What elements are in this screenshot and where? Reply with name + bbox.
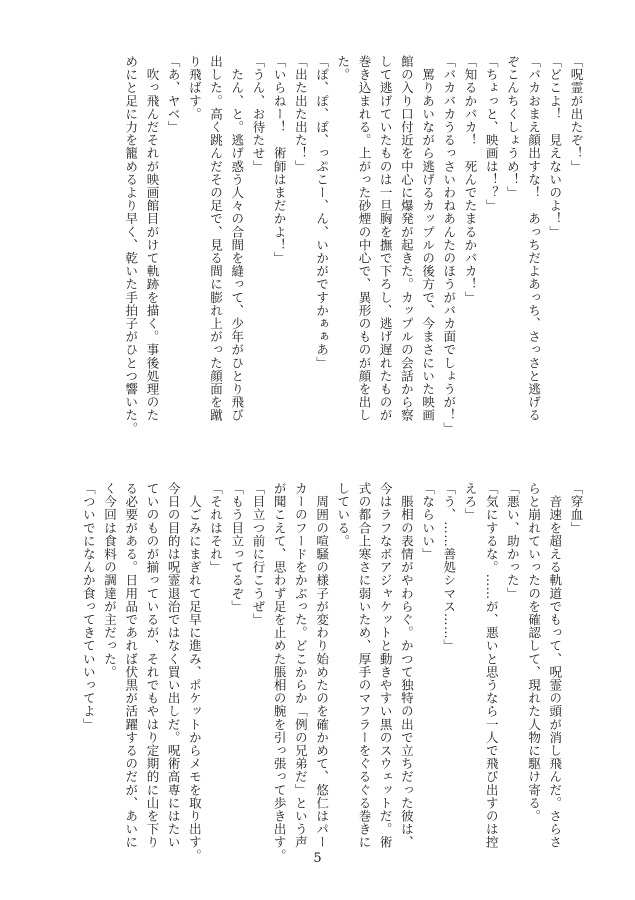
upper-text-line: 「どこよ！ 見えないのよ！」 <box>547 55 563 239</box>
lower-text-line: 「穿血」 <box>569 482 584 535</box>
lower-text-line: えろ」 <box>462 482 478 522</box>
lower-text-line: 「もう目立ってるぞ」 <box>229 482 245 613</box>
lower-text-column-block <box>78 482 587 867</box>
lower-text-line: 人ごみにまぎれて足早に進み、ポケットからメモを取り出す。 <box>187 482 203 862</box>
lower-text-line: 「目立つ前に行こうぜ」 <box>250 482 266 627</box>
lower-text-line: らと崩れていったのを確認して、現れた人物に駆け寄る。 <box>526 482 542 823</box>
upper-text-line: 「ちょっと、映画は！？」 <box>484 55 500 213</box>
upper-text-line: 出した。高く跳んだその足で、見る間に膨れ上がった顔面を蹴 <box>208 55 224 422</box>
upper-text-line: ぞこんちくしょうめ！」 <box>505 55 521 200</box>
upper-text-line: 「呪霊が出たぞ！」 <box>569 55 584 173</box>
lower-text-line: 「それはそれ」 <box>208 482 224 574</box>
upper-text-line: 館の入り口付近を中心に爆発が起きた。カップルの会話から察 <box>399 55 415 422</box>
lower-text-line: 式の都合上寒さに弱いため、厚手のマフラーをぐるぐる巻きに <box>356 482 372 849</box>
upper-text-line: 「バカおまえ顔出すな！ あっちだよあっち、さっさと逃げる <box>526 55 542 422</box>
lower-text-line: 「ならいい」 <box>420 482 436 561</box>
upper-text-line: 「バカバカうるっさいわねあんたのほうがバカ面でしょうが！」 <box>441 55 457 435</box>
upper-text-line: り飛ばす。 <box>187 55 203 121</box>
upper-text-line: 「知るかバカ！ 死んでたまるかバカ！」 <box>462 55 478 304</box>
lower-text-line: く今回は食料の調達が主だった。 <box>102 482 118 679</box>
lower-text-line: が聞こえて、思わず足を止めた脹相の腕を引っ張って歩き出す。 <box>272 482 288 862</box>
upper-text-column-block <box>121 55 587 450</box>
lower-text-line: 周囲の喧騒の様子が変わり始めたのを確かめて、悠仁はパー <box>314 482 330 849</box>
upper-text-line: 巻き込まれる。上がった砂煙の中心で、異形のものが顔を出し <box>356 55 372 422</box>
lower-text-line: 「う、……善処シマス……」 <box>441 482 457 653</box>
lower-text-line: 今はラフなボアジャケットと動きやすい黒のスウェットだ。術 <box>378 482 394 849</box>
upper-text-line: 吹っ飛んだそれが映画館目がけて軌跡を描く。事後処理のた <box>144 55 160 422</box>
page-number: 5 <box>313 851 322 866</box>
lower-text-line: 脹相の表情がやわらぐ。かつて独特の出で立ちだった彼は、 <box>399 482 415 849</box>
upper-text-line: めにと足に力を籠めるより早く、乾いた手拍子がひとつ響いた。 <box>123 55 139 435</box>
lower-text-line: ていのものが揃っているが、それでもやはり定期的に山を下り <box>144 482 160 849</box>
lower-text-line: している。 <box>335 482 351 548</box>
lower-text-line: 「悪い、助かった」 <box>505 482 521 600</box>
lower-text-line: カーのフードをかぶった。どこからか「例の兄弟だ」という声 <box>293 482 309 849</box>
upper-text-line: た。 <box>335 55 351 82</box>
upper-text-line: 罵りあいながら逃げるカップルの後方で、今まさにいた映画 <box>420 55 436 422</box>
upper-text-line: して逃げていたものは一旦胸を撫で下ろし、逃げ遅れたものが <box>378 55 394 422</box>
upper-text-line: 「うん、お待たせ」 <box>250 55 266 173</box>
lower-text-line: 「気にするな。……が、悪いと思うなら一人で飛び出すのは控 <box>484 482 500 849</box>
upper-text-line: 「出た出た出た！」 <box>293 55 309 173</box>
upper-text-line: 「あ、ヤベ」 <box>166 55 182 134</box>
upper-text-line: 「いらねー！ 術師はまだかよ！」 <box>272 55 288 265</box>
lower-text-line: る必要がある。日用品であれば伏黒が活躍するのだが、あいに <box>123 482 139 849</box>
upper-text-line: 「ぽ、ぽ、ぽ、っぷこー、ん、いかがですかぁぁあ」 <box>314 55 330 370</box>
lower-text-line: 「ついでになんか食ってきていいってよ」 <box>81 482 97 731</box>
lower-text-line: 今日の目的は呪霊退治ではなく買い出しだ。呪術高専にはたい <box>166 482 182 849</box>
upper-text-line: たん、と。逃げ惑う人々の合間を縫って、少年がひとり飛び <box>229 55 245 422</box>
lower-text-line: 音速を超える軌道でもって、呪霊の頭が消し飛んだ。さらさ <box>547 482 563 849</box>
